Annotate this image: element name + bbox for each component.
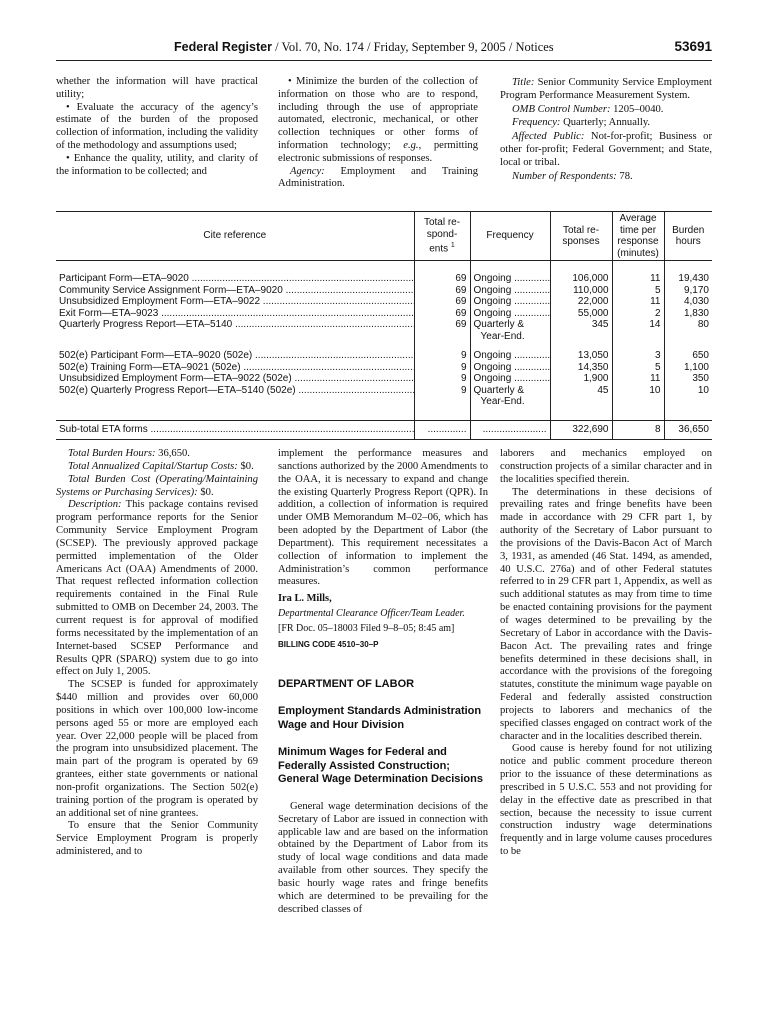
frequency-value: Quarterly; Annually. <box>560 117 651 129</box>
cell-frequency: ....................... <box>470 420 550 439</box>
cell-hours: 650 <box>664 350 712 362</box>
cell-responses: 13,050 <box>550 350 612 362</box>
bullet-item: • Enhance the quality, utility, and clarity of the information to be collected; and <box>56 152 258 177</box>
cell-responses: 110,000 <box>550 285 612 297</box>
bullet-eg: e.g., <box>403 139 422 151</box>
cell-minutes: 5 <box>612 362 664 374</box>
cell-frequency: Ongoing ..... <box>470 373 550 385</box>
agency-line <box>278 166 478 192</box>
table-row <box>56 362 712 374</box>
header-frequency: Frequency <box>470 212 550 261</box>
frequency-line <box>500 116 712 129</box>
burden-cost-line <box>56 474 258 500</box>
cell-responses: 45 <box>550 385 612 397</box>
cell-respondents: 69 <box>414 296 470 308</box>
cell-hours: 19,430 <box>664 273 712 285</box>
top-column-2 <box>278 76 478 191</box>
cell-responses: 106,000 <box>550 273 612 285</box>
cell-frequency: Ongoing ..... <box>470 296 550 308</box>
billing-code: BILLING CODE 4510–30–P <box>278 639 379 649</box>
bullet-item: • Evaluate the accuracy of the agency’s estimate of the burden of the proposed collection of information, including the validity of the methodology and assumptions used; <box>56 101 258 151</box>
cell-frequency-cont: Year-End. <box>470 331 550 343</box>
agency-label: Agency: <box>290 165 325 177</box>
description-value: This package contains revised program performance reports for the Senior Community Service Employment Program (SCSEP). The previously approved package permitted implementation of the Older Americans Act (OAA) Amendments of 2000. That request reflected information collection requirements contained in the Final Rule submitted to OMB on December 24, 2003. The current request is for approval of modified forms necessitated by the implementation of an Internet-based SCSEP Performance and Results QPR (SPARQ) system due to go into effect on July 1, 2005. <box>56 499 258 678</box>
cell-frequency: Ongoing ..... <box>470 273 550 285</box>
burden-table <box>56 211 712 435</box>
burden-hours-label: Total Burden Hours: <box>68 448 156 459</box>
burden-table-grid <box>56 211 712 440</box>
cell-minutes: 11 <box>612 273 664 285</box>
bullet-item <box>278 76 478 166</box>
cell-minutes: 11 <box>612 373 664 385</box>
cell-hours: 10 <box>664 385 712 397</box>
running-header <box>56 40 712 61</box>
table-row <box>56 319 712 331</box>
signer-name: Ira L. Mills, <box>278 593 332 605</box>
bullet-text: • Minimize the burden of the collection of information on those who are to respond, including through the use of appropriate automated, electronic, mechanical, or other collection techniques or other forms of information technology; <box>278 76 478 151</box>
cell-responses: 14,350 <box>550 362 612 374</box>
cell-minutes: 11 <box>612 296 664 308</box>
omb-value: 1205–0040. <box>610 103 664 115</box>
cell-cite: Participant Form—ETA–9020 ..... <box>56 273 414 285</box>
table-header-row <box>56 212 712 261</box>
cell-hours: 36,650 <box>664 420 712 439</box>
description-paragraph <box>56 499 258 679</box>
fr-doc-line: [FR Doc. 05–18003 Filed 9–8–05; 8:45 am] <box>278 623 455 635</box>
cell-frequency: Quarterly & <box>470 385 550 397</box>
cell-frequency-cont: Year-End. <box>470 396 550 408</box>
cell-minutes: 3 <box>612 350 664 362</box>
header-responses: Total re- sponses <box>550 212 612 261</box>
cell-cite: 502(e) Participant Form—ETA–9020 (502e) ..... <box>56 350 414 362</box>
paragraph: The determinations in these decisions of prevailing rates and fringe benefits have been made in accordance with 29 CFR part 1, by authority of the Secretary of Labor pursuant to the provisions of the Davis-Bacon Act of March 3, 1931, as amended (46 Stat. 1494, as amended, 40 U.S.C. 276a) and of other Federal statutes referred to in 29 CFR part 1, Appendix, as well as such additional statutes as may from time to time be enacted containing provisions for the payment of wages determined to be prevailing by the Secretary of Labor in accordance with the Davis-Bacon Act. The prevailing rates and fringe benefits determined in these decisions shall, in accordance with the provisions of the foregoing statutes, constitute the minimum wage payable on Federal and federally assisted construction projects to laborers and mechanics of the specified classes engaged on contract work of the character and in the localities described therein. <box>500 486 712 742</box>
subject-heading: Minimum Wages for Federal and Federally Assisted Construction; General Wage Determination Decisions <box>278 746 483 786</box>
omb-line <box>500 103 712 116</box>
table-row <box>56 273 712 285</box>
paragraph: To ensure that the Senior Community Service Employment Program is properly administered, and to <box>56 820 258 858</box>
top-column-3 <box>500 76 712 183</box>
capital-costs-value: $0. <box>237 460 254 472</box>
burden-hours-line <box>56 448 258 461</box>
cell-responses: 345 <box>550 319 612 331</box>
affected-public-line <box>500 130 712 170</box>
agency-value: Employment and Training Administration. <box>278 165 478 190</box>
cell-cite: Quarterly Progress Report—ETA–5140 ..... <box>56 319 414 331</box>
cell-frequency: Ongoing ..... <box>470 350 550 362</box>
paragraph: whether the information will have practical utility; <box>56 76 258 100</box>
header-cite: Cite reference <box>56 212 414 261</box>
cell-minutes: 5 <box>612 285 664 297</box>
title-line <box>500 76 712 103</box>
capital-costs-line <box>56 461 258 474</box>
cell-responses: 1,900 <box>550 373 612 385</box>
cell-minutes: 10 <box>612 385 664 397</box>
header-respondents: Total re- spond- ents $^1$ <box>414 212 470 261</box>
publication-title: Federal Register <box>174 40 272 54</box>
cell-cite: Sub-total ETA forms ..... <box>56 420 414 439</box>
cell-cite: 502(e) Quarterly Progress Report—ETA–5140 (502e) ..... <box>56 385 414 397</box>
cell-cite: Unsubsidized Employment Form—ETA–9022 (502e) ..... <box>56 373 414 385</box>
cell-responses: 55,000 <box>550 308 612 320</box>
capital-costs-label: Total Annualized Capital/Startup Costs: <box>68 460 238 472</box>
cell-responses: 22,000 <box>550 296 612 308</box>
cell-frequency: Ongoing ..... <box>470 285 550 297</box>
bottom-column-2 <box>278 448 488 916</box>
table-row <box>56 350 712 362</box>
cell-respondents: 9 <box>414 373 470 385</box>
cell-hours: 350 <box>664 373 712 385</box>
affected-public-value: Not-for-profit; Business or other for-profit; Federal Government; and State, local or tribal. <box>500 130 712 169</box>
cell-hours: 9,170 <box>664 285 712 297</box>
bullet-end: permitting electronic submissions of responses. <box>278 139 478 164</box>
cell-frequency: Ongoing ..... <box>470 308 550 320</box>
cell-minutes: 2 <box>612 308 664 320</box>
table-row <box>56 296 712 308</box>
title-value: Senior Community Service Employment Program Performance Measurement System. <box>500 77 712 102</box>
cell-respondents: 69 <box>414 285 470 297</box>
title-label: Title: <box>512 77 535 88</box>
top-column-1 <box>56 76 258 178</box>
table-row-continuation <box>56 396 712 408</box>
paragraph: Good cause is hereby found for not utilizing notice and public comment procedure thereon prior to the issuance of these determinations as prescribed in 5 U.S.C. 553 and not providing for delay in the effective date as prescribed in that section, because the necessity to issue current construction industry wage determinations frequently and in large volume causes procedures to be <box>500 743 712 858</box>
paragraph: The SCSEP is funded for approximately $440 million and provides over 60,000 positions in which over 100,000 low-income persons aged 55 or more are employed each year. Over 22,000 people will be placed from the program into unsubsidized placement. The main part of the program is operated by 69 grantees, either state governments or national non-profit organizations. The Section 502(e) training portion of the program is operated by an additional set of nine grantees. <box>56 679 258 819</box>
table-row <box>56 308 712 320</box>
omb-label: OMB Control Number: <box>512 103 611 115</box>
signer-title: Departmental Clearance Officer/Team Leader. <box>278 608 465 620</box>
header-avg-time: Average time per response (minutes) <box>612 212 664 261</box>
subtotal-row <box>56 420 712 439</box>
paragraph: implement the performance measures and sanctions authorized by the 2000 Amendments to the OAA, it is necessary to expand and change the existing Quarterly Progress Report (QPR). In addition, a collection of information is required under OMB Memorandum M–02–06, which has been adopted by the Department of Labor (the Department). This requirement necessitates a collection of information to implement the Administration’s common performance measures. <box>278 448 488 588</box>
cell-respondents: .............. <box>414 420 470 439</box>
division-heading: Employment Standards Administration Wage and Hour Division <box>278 705 482 731</box>
paragraph: laborers and mechanics employed on construction projects of a similar character and in the localities specified therein. <box>500 448 712 485</box>
department-heading: DEPARTMENT OF LABOR <box>278 677 415 690</box>
cell-respondents: 9 <box>414 350 470 362</box>
cell-hours: 4,030 <box>664 296 712 308</box>
cell-hours: 80 <box>664 319 712 331</box>
respondents-value: 78. <box>616 170 633 182</box>
cell-respondents: 9 <box>414 385 470 397</box>
header-burden-hours: Burden hours <box>664 212 712 261</box>
header-citation <box>174 40 554 55</box>
page-number: 53691 <box>674 39 712 54</box>
cell-responses: 322,690 <box>550 420 612 439</box>
cell-respondents: 9 <box>414 362 470 374</box>
affected-public-label: Affected Public: <box>512 130 585 142</box>
bottom-column-3 <box>500 448 712 859</box>
table-row <box>56 285 712 297</box>
cell-cite: Exit Form—ETA–9023 ..... <box>56 308 414 320</box>
cell-cite: Community Service Assignment Form—ETA–9020 ..... <box>56 285 414 297</box>
cell-frequency: Ongoing ..... <box>470 362 550 374</box>
bottom-column-1 <box>56 448 258 859</box>
issue-info: / Vol. 70, No. 174 / Friday, September 9, 2005 / Notices <box>275 40 554 54</box>
cell-minutes: 14 <box>612 319 664 331</box>
respondents-label: Number of Respondents: <box>512 170 617 182</box>
table-row <box>56 385 712 397</box>
table-row-continuation <box>56 331 712 343</box>
cell-respondents: 69 <box>414 319 470 331</box>
burden-cost-value: $0. <box>197 486 214 498</box>
paragraph: General wage determination decisions of the Secretary of Labor are issued in connection with applicable law and are based on the information obtained by the Department of Labor from its study of local wage conditions and data made available from other sources. They specify the basic hourly wage rates and fringe benefits which are determined to be prevailing for the described classes of <box>278 800 488 915</box>
description-label: Description: <box>68 499 122 511</box>
cell-frequency: Quarterly & <box>470 319 550 331</box>
cell-hours: 1,830 <box>664 308 712 320</box>
cell-minutes: 8 <box>612 420 664 439</box>
burden-cost-label: Total Burden Cost (Operating/Maintaining Systems or Purchasing Services): <box>56 473 258 498</box>
frequency-label: Frequency: <box>512 117 561 129</box>
burden-hours-value: 36,650. <box>155 448 190 459</box>
cell-hours: 1,100 <box>664 362 712 374</box>
cell-respondents: 69 <box>414 308 470 320</box>
respondents-line <box>500 170 712 183</box>
cell-cite: 502(e) Training Form—ETA–9021 (502e) ..... <box>56 362 414 374</box>
cell-respondents: 69 <box>414 273 470 285</box>
cell-cite: Unsubsidized Employment Form—ETA–9022 ..... <box>56 296 414 308</box>
table-row <box>56 373 712 385</box>
